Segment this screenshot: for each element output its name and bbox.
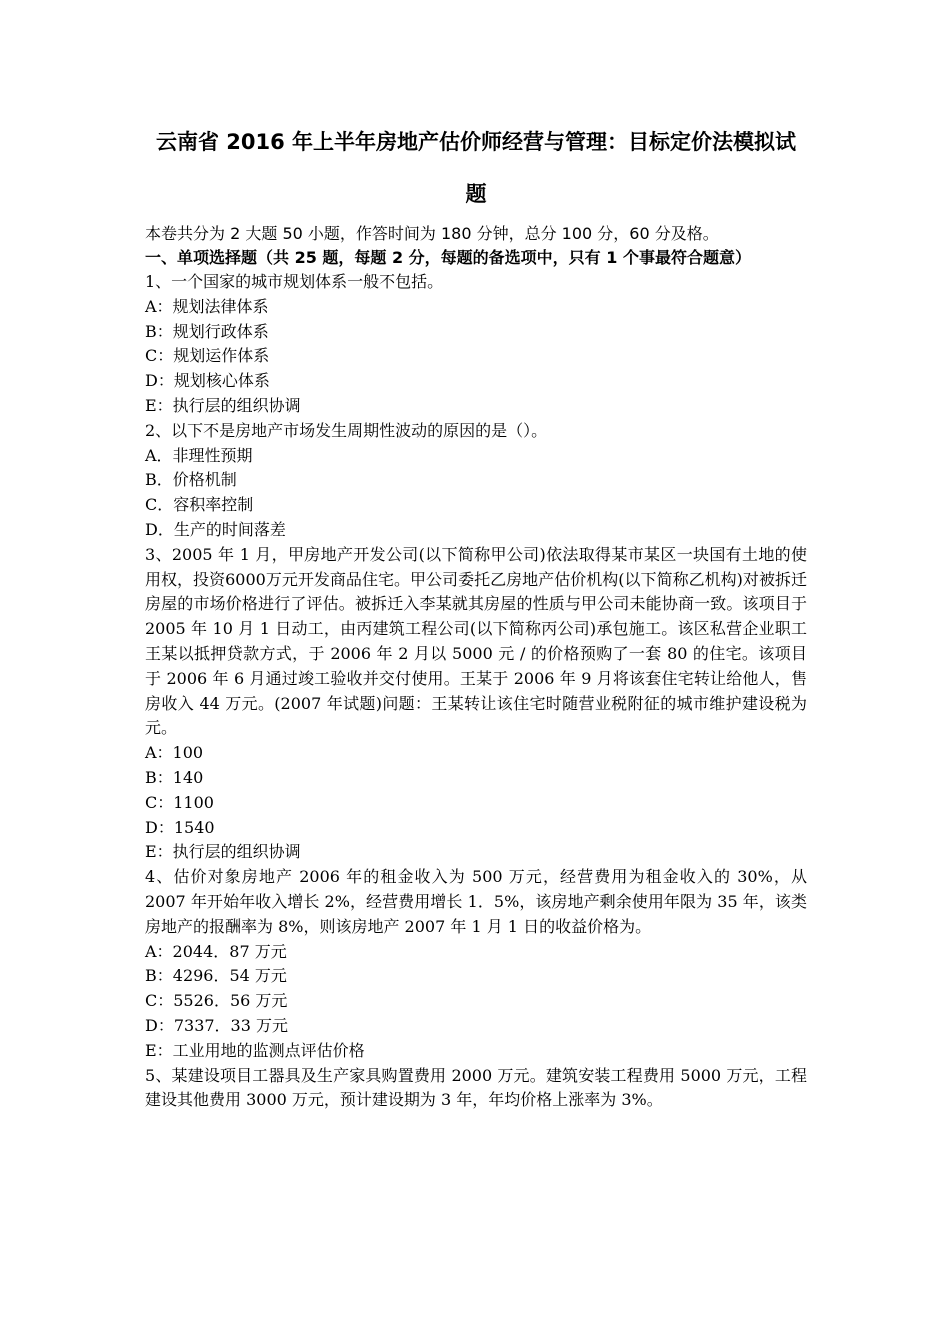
option-b: B：140 xyxy=(145,767,204,787)
option-e: E：工业用地的监测点评估价格 xyxy=(145,1040,365,1060)
option-c: C：1100 xyxy=(145,792,214,812)
option-e: E：执行层的组织协调 xyxy=(145,395,301,415)
option-a: A：规划法律体系 xyxy=(145,296,269,316)
option-a: A：2044．87 万元 xyxy=(145,941,287,961)
option-b: B：规划行政体系 xyxy=(145,321,269,341)
option-e: E：执行层的组织协调 xyxy=(145,842,301,862)
section-heading: 一、单项选择题（共 25 题，每题 2 分，每题的备选项中，只有 1 个事最符合题意） xyxy=(145,248,751,267)
option-c: C：规划运作体系 xyxy=(145,346,270,366)
option-a: A．非理性预期 xyxy=(145,445,253,465)
option-b: B：4296．54 万元 xyxy=(145,966,287,986)
question-4 xyxy=(145,865,807,1063)
question-stem: 3、2005 年 1 月，甲房地产开发公司(以下简称甲公司)依法取得某市某区一块国有土地的使用权，投资6000万元开发商品住宅。甲公司委托乙房地产估价机构(以下简称乙机构)对被拆迁房屋的市场价格进行了评估。被拆迁入李某就其房屋的性质与甲公司未能协商一致。该项目于 2005 年 10 月 1 日动工，由丙建筑工程公司(以下简称丙公司)承包施工。该区私营企业职工王某以抵押贷款方式，于 2006 年 2 月以 5000 元 / 的价格预购了一套 80 的住宅。该项目于 2006 年 6 月通过竣工验收并交付使用。王某于 2006 年 9 月将该套住宅转让给他人，售房收入 44 万元。(2007 年试题)问题：王某转让该住宅时随营业税附征的城市维护建设税为元。 xyxy=(145,544,807,738)
question-1 xyxy=(145,270,807,419)
option-d: D：规划核心体系 xyxy=(145,371,270,391)
document-title xyxy=(145,128,807,208)
title-line-1: 云南省 2016 年上半年房地产估价师经营与管理：目标定价法模拟试 xyxy=(155,130,797,154)
question-2 xyxy=(145,419,807,543)
option-b: B．价格机制 xyxy=(145,470,237,490)
question-stem: 2、以下不是房地产市场发生周期性波动的原因的是（）。 xyxy=(145,420,548,440)
question-stem: 5、某建设项目工器具及生产家具购置费用 2000 万元。建筑安装工程费用 5000 万元，工程建设其他费用 3000 万元，预计建设期为 3 年，年均价格上涨率为 3%。 xyxy=(145,1065,807,1110)
question-5 xyxy=(145,1064,807,1114)
title-line-2: 题 xyxy=(465,182,487,206)
question-stem: 1、一个国家的城市规划体系一般不包括。 xyxy=(145,272,444,291)
option-c: C．容积率控制 xyxy=(145,495,254,515)
exam-intro: 本卷共分为 2 大题 50 小题，作答时间为 180 分钟，总分 100 分，60 分及格。 xyxy=(145,224,719,243)
option-a: A：100 xyxy=(145,743,204,763)
option-d: D．生产的时间落差 xyxy=(145,519,286,539)
question-3 xyxy=(145,543,807,865)
option-d: D：7337．33 万元 xyxy=(145,1015,288,1035)
option-c: C：5526．56 万元 xyxy=(145,991,288,1011)
question-stem: 4、估价对象房地产 2006 年的租金收入为 500 万元，经营费用为租金收入的 30%，从 2007 年开始年收入增长 2%，经营费用增长 1．5%，该房地产剩余使用年限为 35 年，该类房地产的报酬率为 8%，则该房地产 2007 年 1 月 1 日的收益价格为。 xyxy=(145,867,807,936)
document-page xyxy=(145,120,807,1113)
option-d: D：1540 xyxy=(145,817,215,837)
